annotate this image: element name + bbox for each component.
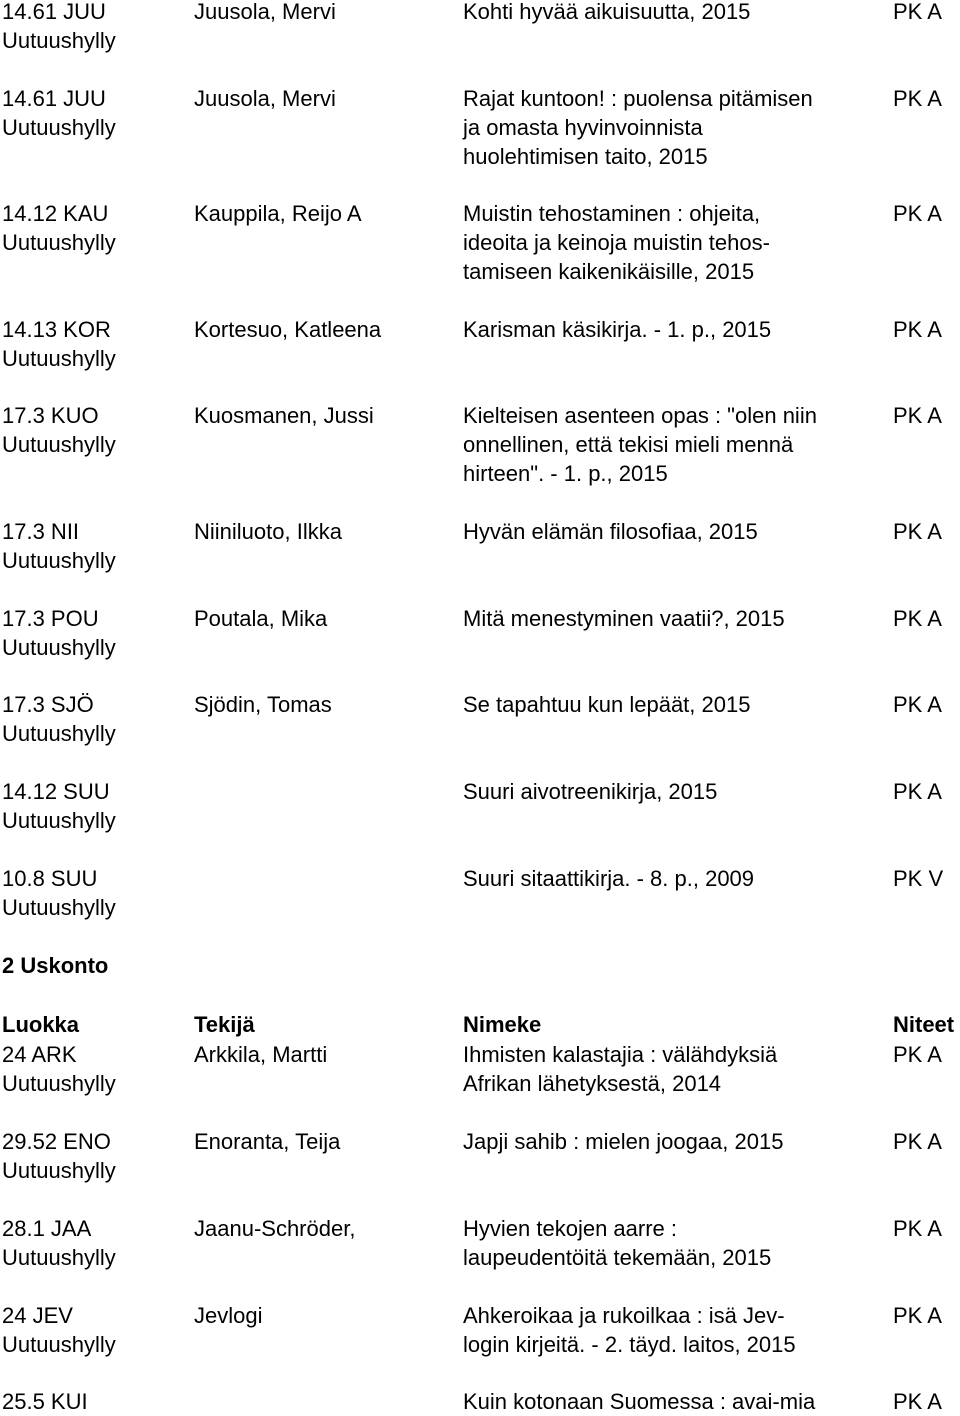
author-cell: Enoranta, Teija [194,1129,341,1154]
copies-cell: PK A [893,403,942,428]
copies-cell: PK A [893,1216,942,1241]
author-cell: Poutala, Mika [194,606,328,631]
class-cell [2,864,187,922]
class-cell [2,315,187,373]
class-cell [2,401,187,459]
copies-cell: PK A [893,1303,942,1328]
title-cell: Japji sahib : mielen joogaa, 2015 [463,1129,784,1154]
shelf-label: Uutuushylly [2,635,116,660]
title-cell: Ahkeroikaa ja rukoilkaa : isä Jev- login kirjeitä. - 2. täyd. laitos, 2015 [463,1303,796,1357]
call-number: 17.3 SJÖ [2,692,94,717]
shelf-label: Uutuushylly [2,28,116,53]
title-cell: Muistin tehostaminen : ohjeita, ideoita ja keinoja muistin tehos- tamiseen kaikenikäisille, 2015 [463,201,770,284]
call-number: 14.61 JUU [2,0,106,24]
author-cell: Sjödin, Tomas [194,692,332,717]
shelf-label: Uutuushylly [2,721,116,746]
copies-cell: PK A [893,779,942,804]
title-cell: Ihmisten kalastajia : välähdyksiä Afrikan lähetyksestä, 2014 [463,1042,778,1096]
call-number: 17.3 POU [2,606,99,631]
author-cell: Jaanu-Schröder, [194,1216,356,1241]
title-cell: Suuri aivotreenikirja, 2015 [463,779,718,804]
copies-cell: PK A [893,519,942,544]
author-cell: Juusola, Mervi [194,0,336,24]
column-header-copies: Niteet [893,1012,955,1037]
copies-cell: PK A [893,692,942,717]
shelf-label: Uutuushylly [2,895,116,920]
column-header-author: Tekijä [194,1012,255,1037]
call-number: 10.8 SUU [2,866,98,891]
call-number: 14.13 KOR [2,317,111,342]
copies-cell: PK A [893,86,942,111]
call-number: 25.5 KUI [2,1389,88,1414]
shelf-label: Uutuushylly [2,1071,116,1096]
shelf-label: Uutuushylly [2,1245,116,1270]
title-cell: Hyvän elämän filosofiaa, 2015 [463,519,758,544]
class-cell [2,199,187,257]
author-cell: Kuosmanen, Jussi [194,403,374,428]
title-cell: Mitä menestyminen vaatii?, 2015 [463,606,785,631]
copies-cell: PK A [893,1042,942,1067]
call-number: 24 ARK [2,1042,77,1067]
title-cell: Kohti hyvää aikuisuutta, 2015 [463,0,751,24]
copies-cell: PK A [893,1389,942,1414]
call-number: 28.1 JAA [2,1216,92,1241]
title-cell: Kuin kotonaan Suomessa : avai-mia [463,1389,816,1414]
title-cell: Hyvien tekojen aarre : laupeudentöitä tekemään, 2015 [463,1216,772,1270]
shelf-label: Uutuushylly [2,1158,116,1183]
copies-cell: PK A [893,201,942,226]
shelf-label: Uutuushylly [2,548,116,573]
call-number: 24 JEV [2,1303,73,1328]
author-cell: Jevlogi [194,1303,263,1328]
call-number: 14.12 SUU [2,779,110,804]
class-cell [2,517,187,575]
copies-cell: PK A [893,317,942,342]
section-title: 2 Uskonto [2,953,109,978]
class-cell [2,690,187,748]
shelf-label: Uutuushylly [2,346,116,371]
class-cell [2,1214,187,1272]
author-cell: Arkkila, Martti [194,1042,328,1067]
title-cell: Rajat kuntoon! : puolensa pitämisen ja omasta hyvinvoinnista huolehtimisen taito, 2015 [463,86,813,169]
call-number: 29.52 ENO [2,1129,111,1154]
shelf-label: Uutuushylly [2,432,116,457]
copies-cell: PK A [893,1129,942,1154]
author-cell: Kortesuo, Katleena [194,317,382,342]
column-header-class: Luokka [2,1012,80,1037]
title-cell: Karisman käsikirja. - 1. p., 2015 [463,317,772,342]
call-number: 17.3 KUO [2,403,99,428]
class-cell [2,604,187,662]
class-cell [2,1301,187,1359]
column-header-title: Nimeke [463,1012,542,1037]
class-cell [2,1127,187,1185]
author-cell: Juusola, Mervi [194,86,336,111]
title-cell: Kielteisen asenteen opas : "olen niin onnellinen, että tekisi mieli mennä hirteen". - 1. p., 2015 [463,403,817,486]
class-cell [2,84,187,142]
class-cell [2,777,187,835]
title-cell: Se tapahtuu kun lepäät, 2015 [463,692,751,717]
shelf-label: Uutuushylly [2,115,116,140]
class-cell [2,0,187,55]
author-cell: Niiniluoto, Ilkka [194,519,342,544]
author-cell: Kauppila, Reijo A [194,201,362,226]
class-cell [2,1040,187,1098]
shelf-label: Uutuushylly [2,808,116,833]
copies-cell: PK A [893,0,942,24]
call-number: 17.3 NII [2,519,80,544]
title-cell: Suuri sitaattikirja. - 8. p., 2009 [463,866,755,891]
call-number: 14.12 KAU [2,201,109,226]
call-number: 14.61 JUU [2,86,106,111]
class-cell [2,1387,187,1416]
shelf-label: Uutuushylly [2,1332,116,1357]
copies-cell: PK A [893,606,942,631]
shelf-label: Uutuushylly [2,230,116,255]
copies-cell: PK V [893,866,944,891]
